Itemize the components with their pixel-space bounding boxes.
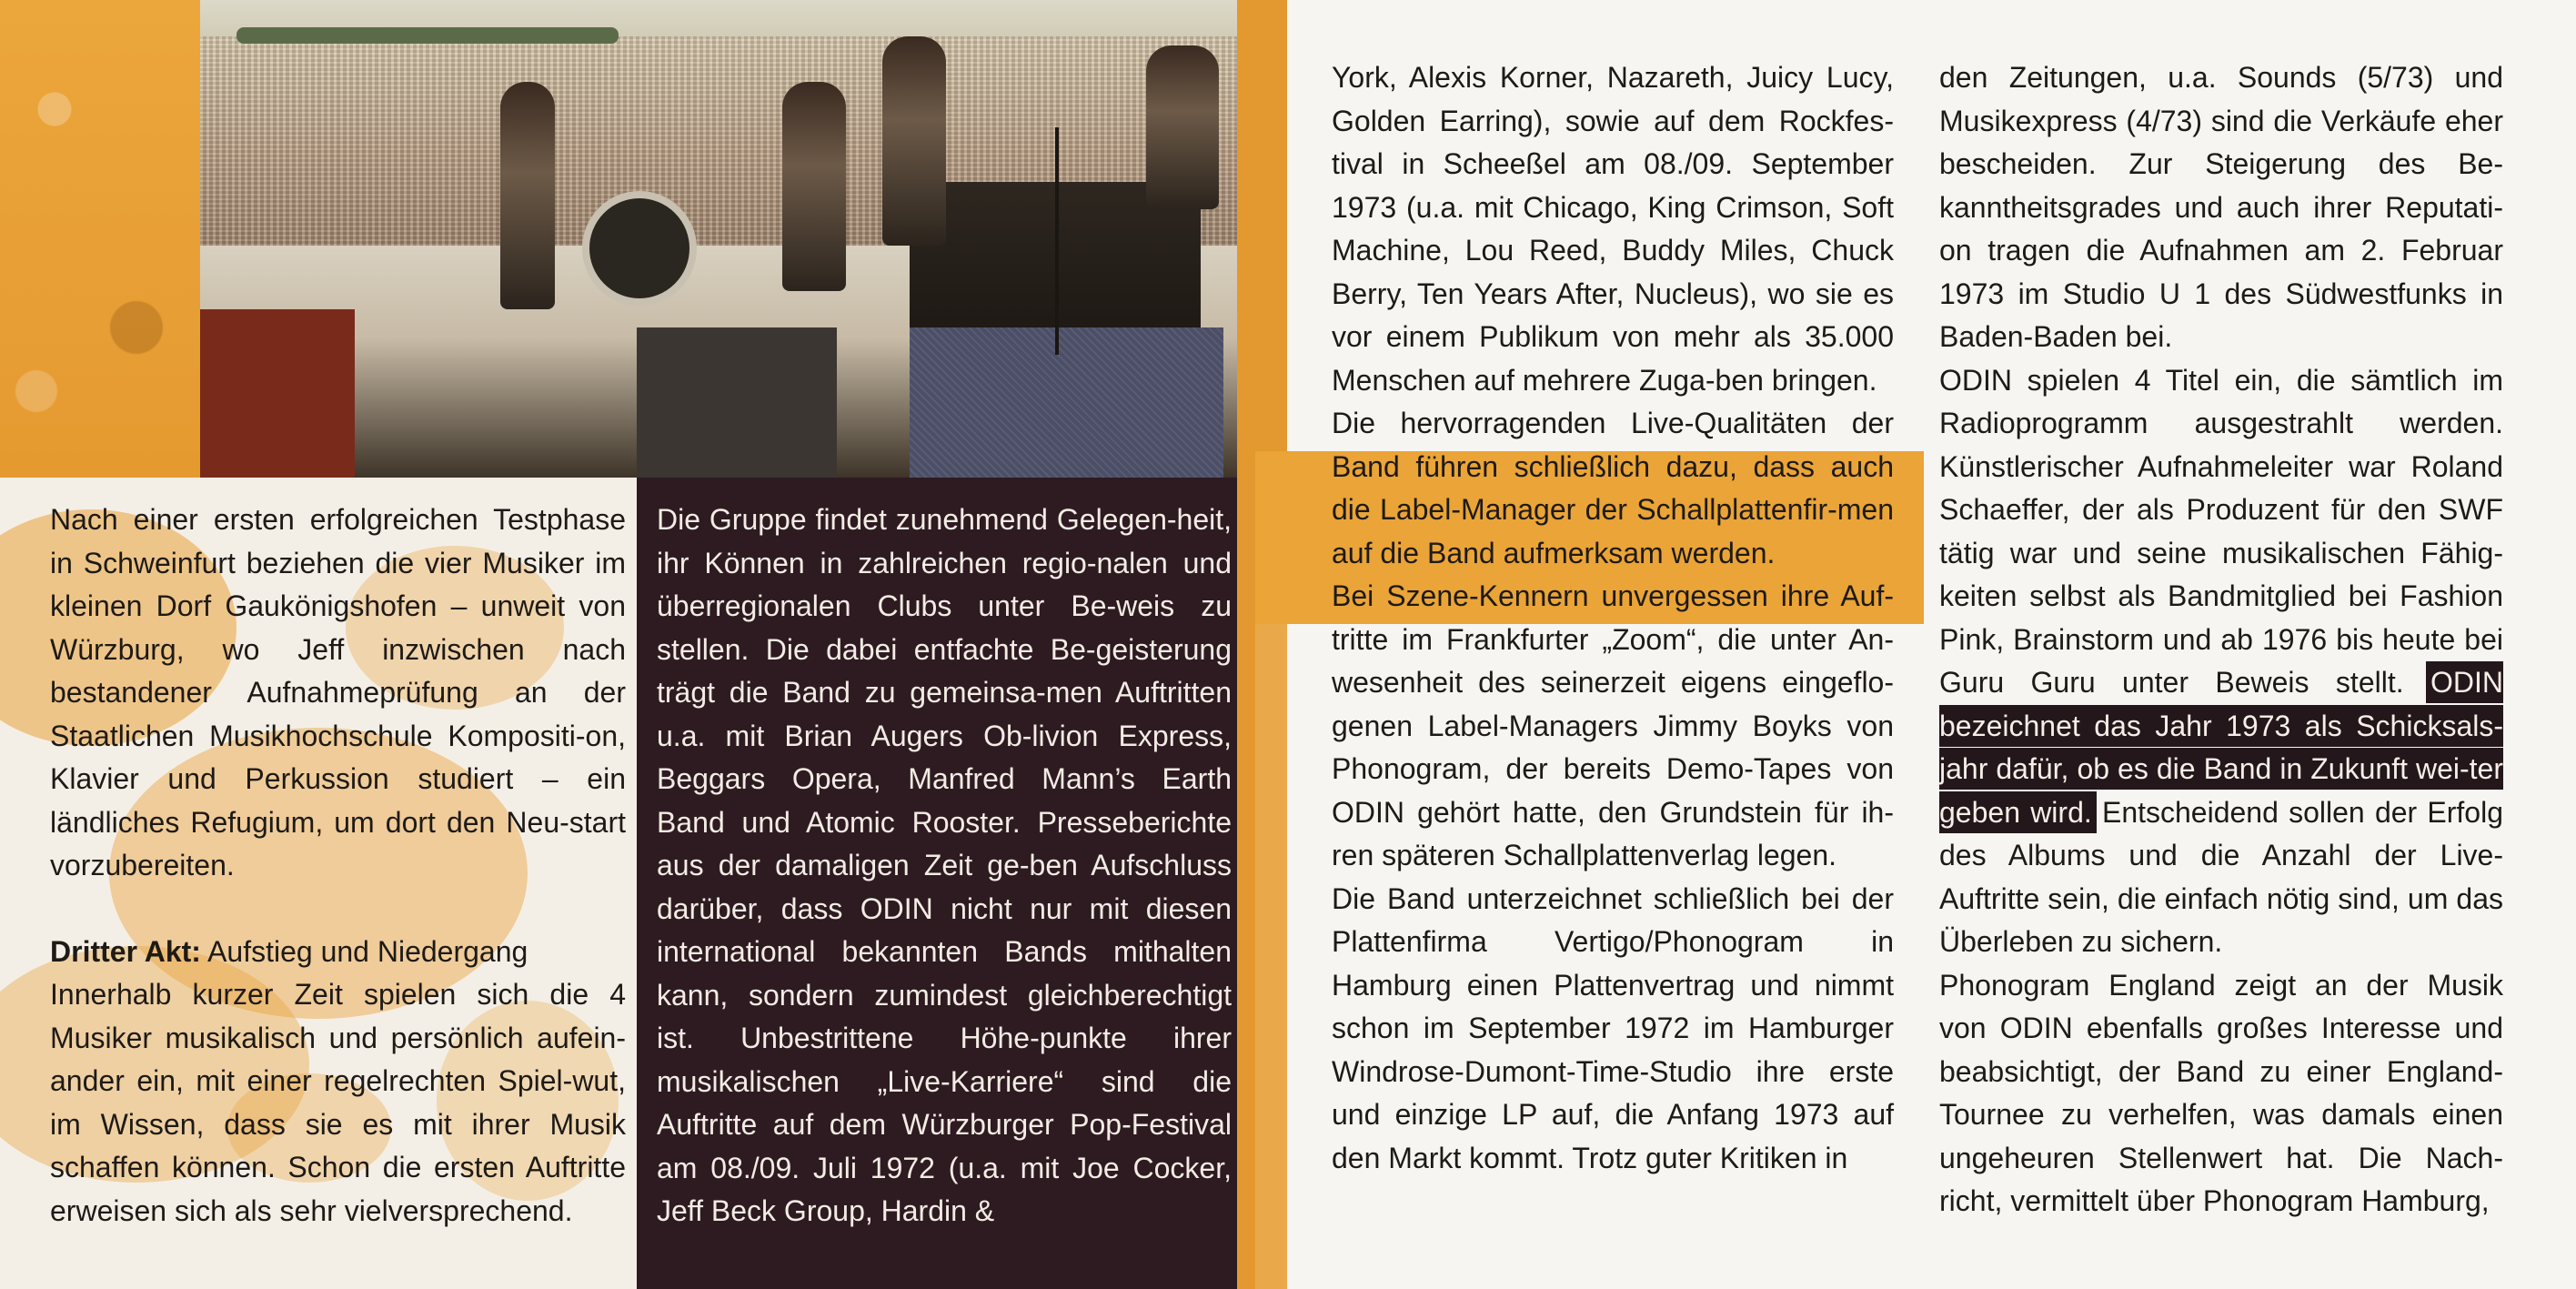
- section-heading-text: Aufstieg und Niedergang: [200, 934, 528, 968]
- photo-guitarist: [500, 82, 555, 309]
- paragraph: York, Alexis Korner, Nazareth, Juicy Lucy, Golden Earring), sowie auf dem Rockfes-tival in Scheeßel am 08./09. September 1973 (u.a. mit Chicago, King Crimson, Soft Machine, Lou Reed, Buddy Miles, Chuck Berry, Ten Years After, Nucleus), wo sie es vor einem Publikum von mehr als 35.000 Menschen auf mehrere Zuga-ben bringen.: [1332, 61, 1894, 397]
- left-page: [0, 0, 1255, 1289]
- paragraph: Die Gruppe findet zunehmend Gelegen-heit, ihr Können in zahlreichen regio-nalen und überregionalen Clubs unter Be-weis zu stellen. Die dabei entfachte Be-geisterung trägt die Band zu gemeinsa-men Auftritten u.a. mit Brian Augers Ob-livion Express, Beggars Opera, Manfred Mann’s Earth Band und Atomic Rooster. Presseberichte aus der damaligen Zeit ge-ben Aufschluss darüber, dass ODIN nicht nur mit diesen international bekannten Bands mithalten kann, sondern zumindest gleichberechtigt ist. Unbestrittene Höhe-punkte ihrer musikalischen „Live-Karriere“ sind die Auftritte auf dem Würzburger Pop-Festival am 08./09. Juli 1972 (u.a. mit Joe Cocker, Jeff Beck Group, Hardin &: [657, 503, 1232, 1227]
- orange-margin-top: [1255, 0, 1287, 478]
- photo-drummer: [782, 82, 846, 291]
- section-heading-bold: Dritter Akt:: [50, 934, 201, 968]
- paragraph-text: Entscheidend sollen der Erfolg des Albums und die Anzahl der Live-Auftritte sein, die einfach nötig sind, um das Überleben zu sichern.: [1939, 795, 2504, 958]
- orange-spine: [1237, 0, 1255, 1289]
- photo-mic-stand: [1055, 127, 1059, 355]
- photo-drums: [582, 191, 697, 306]
- text-column-3: [1332, 56, 1894, 1180]
- orange-strip: [0, 0, 200, 478]
- concert-photo: [200, 0, 1237, 478]
- text-column-4: [1939, 56, 2503, 1224]
- paragraph: [1939, 359, 2503, 964]
- highlighted-paragraph: Die hervorragenden Live-Qualitäten der Band führen schließlich dazu, dass auch die Label-Manager der Schallplattenfir-men auf die Band aufmerksam werden.: [1332, 407, 1894, 569]
- paragraph: Nach einer ersten erfolgreichen Testphase in Schweinfurt beziehen die vier Musiker im kleinen Dorf Gaukönigshofen – unweit von Würzburg, wo Jeff inzwischen nach bestandener Aufnahmeprüfung an der Staatlichen Musikhochschule Kompositi-on, Klavier und Perkussion studiert – ein ländliches Refugium, um dort den Neu-start vorzubereiten.: [50, 503, 626, 881]
- paragraph: Bei Szene-Kennern unvergessen ihre Auf-tritte im Frankfurter „Zoom“, die unter An-wesenheit des seinerzeit eigens eingeflo-genen Label-Managers Jimmy Boyks von Phonogram, der bereits Demo-Tapes von ODIN gehört hatte, den Grundstein für ih-ren späteren Schallplattenverlag legen.: [1332, 579, 1894, 871]
- paragraph: Phonogram England zeigt an der Musik von ODIN ebenfalls großes Interesse und beabsichtigt, der Band zu einer England-Tournee zu verhelfen, was damals einen ungeheuren Stellenwert hat. Die Nach-richt, vermittelt über Phonogram Hamburg,: [1939, 968, 2503, 1217]
- text-column-1: [50, 498, 626, 1233]
- photo-keyboarder: [1146, 45, 1219, 209]
- paragraph: Die Band unterzeichnet schließlich bei der Plattenfirma Vertigo/Phonogram in Hamburg einen Plattenvertrag und nimmt schon im September 1972 im Hamburger Windrose-Dumont-Time-Studio ihre erste und einzige LP auf, die Anfang 1973 auf den Markt kommt. Trotz guter Kritiken in: [1332, 881, 1894, 1174]
- photo-bassist: [882, 36, 946, 246]
- paragraph: Innerhalb kurzer Zeit spielen sich die 4 Musiker musikalisch und persönlich aufein-ander ein, mit einer regelrechten Spiel-wut, im Wissen, dass sie es mit ihrer Musik schaffen können. Schon die ersten Auftritte erweisen sich als sehr vielversprechend.: [50, 978, 626, 1227]
- paragraph: den Zeitungen, u.a. Sounds (5/73) und Musikexpress (4/73) sind die Verkäufe eher bescheiden. Zur Steigerung des Be-kanntheitsgrades und auch ihrer Reputati-on tragen die Aufnahmen am 2. Februar 1973 im Studio U 1 des Südwestfunks in Baden-Baden bei.: [1939, 61, 2503, 353]
- highlighted-phrase: ODIN bezeichnet das Jahr 1973 als Schicksals-jahr dafür, ob es die Band in Zukunft wei-ter geben wird.: [1939, 666, 2503, 829]
- paragraph-gap: [50, 888, 626, 931]
- photo-amp-grey: [910, 327, 1223, 478]
- section-heading: [50, 931, 626, 974]
- photo-amp-left: [200, 309, 355, 478]
- text-column-2: [657, 498, 1232, 1234]
- right-page: [1255, 0, 2576, 1289]
- photo-monitor: [637, 327, 837, 478]
- photo-treeline: [236, 27, 619, 44]
- paragraph-text: ODIN spielen 4 Titel ein, die sämtlich im Radioprogramm ausgestrahlt werden. Künstlerischer Aufnahmeleiter war Roland Schaeffer, der als Produzent für den SWF tätig war und seine musikalischen Fähig-keiten selbst als Bandmitglied bei Fashion Pink, Brainstorm und ab 1976 bis heute bei Guru Guru unter Beweis stellt.: [1939, 363, 2503, 699]
